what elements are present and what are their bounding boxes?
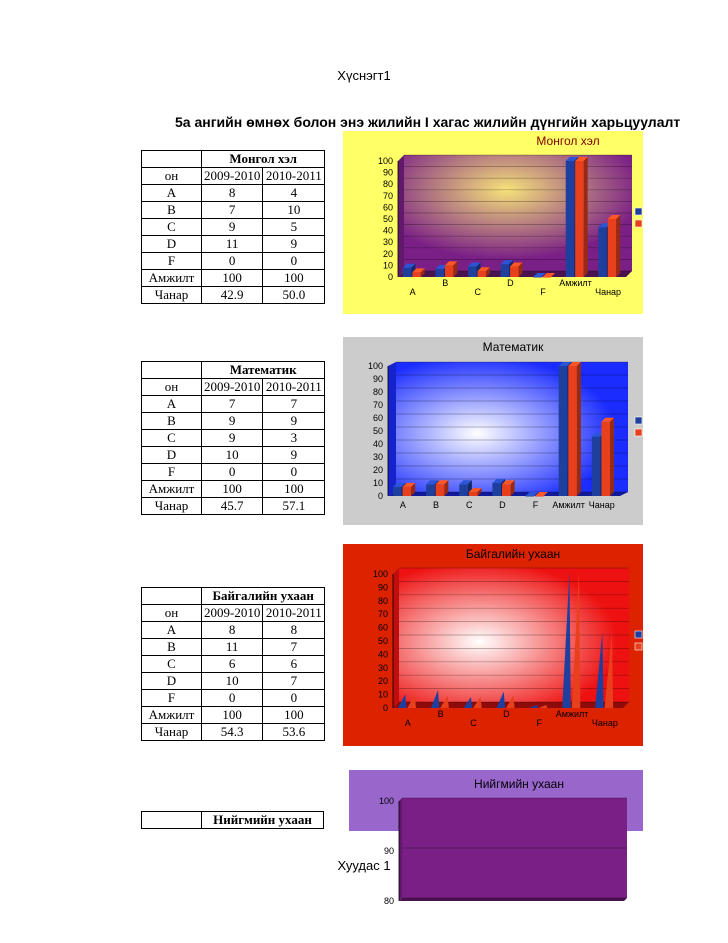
- bar: [608, 219, 616, 277]
- y-tick-label: 30: [377, 662, 388, 673]
- bar: [459, 484, 468, 496]
- bar: [575, 161, 583, 277]
- y-tick-label: 90: [383, 846, 394, 856]
- table-cell: 6: [263, 656, 325, 673]
- chart-title: Монгол хэл: [536, 134, 600, 148]
- x-tick-label: Чанар: [591, 718, 618, 728]
- table-cell: 11: [202, 639, 263, 656]
- table-cell: С: [142, 430, 202, 447]
- table-cell: 7: [202, 396, 263, 413]
- table-cell: 100: [202, 481, 263, 498]
- table-header-cell: 2010-2011: [263, 379, 325, 396]
- table-row: [142, 690, 325, 707]
- table-cell: 0: [202, 690, 263, 707]
- table-cell: 8: [263, 622, 325, 639]
- x-tick-label: D: [507, 278, 514, 288]
- table-cell: F: [142, 253, 202, 270]
- table-row: [142, 253, 325, 270]
- legend-key: [635, 208, 642, 215]
- table-cell: 7: [263, 639, 325, 656]
- x-tick-label: D: [499, 500, 506, 510]
- x-tick-label: F: [540, 287, 546, 297]
- table-cell: 100: [263, 707, 325, 724]
- page-header: Хүснэгт1: [337, 68, 391, 83]
- y-tick-label: 50: [372, 426, 383, 436]
- bar: [477, 271, 485, 277]
- y-tick-label: 70: [377, 609, 388, 620]
- x-tick-label: B: [437, 709, 444, 719]
- bar: [403, 487, 412, 496]
- legend-key: [635, 631, 642, 638]
- x-tick-label: A: [404, 718, 411, 728]
- bar: [601, 422, 610, 496]
- table-cell: 3: [263, 430, 325, 447]
- table-cell: 0: [263, 253, 325, 270]
- y-tick-label: 80: [382, 179, 393, 190]
- table-row: [142, 724, 325, 741]
- table-cell: 0: [202, 253, 263, 270]
- x-tick-label: C: [470, 718, 477, 728]
- y-tick-label: 90: [372, 374, 383, 384]
- table-cell: D: [142, 447, 202, 464]
- table-cell: Чанар: [142, 724, 202, 741]
- bar-side: [616, 215, 620, 277]
- bar: [559, 366, 568, 496]
- table-cell: 6: [202, 656, 263, 673]
- table-cell: F: [142, 464, 202, 481]
- table-cell: 7: [263, 673, 325, 690]
- y-tick-label: 60: [372, 413, 383, 423]
- table-cell: Чанар: [142, 287, 202, 304]
- y-tick-label: 10: [382, 260, 393, 271]
- table-row: [142, 656, 325, 673]
- plot-side-wall: [393, 568, 399, 708]
- table-cell: 100: [202, 270, 263, 287]
- table-row: [142, 185, 325, 202]
- x-tick-label: Амжилт: [552, 500, 585, 510]
- table-cell: 0: [263, 464, 325, 481]
- y-tick-label: 20: [372, 465, 383, 475]
- y-tick-label: 30: [382, 237, 393, 248]
- y-tick-label: 30: [372, 452, 383, 462]
- table-row: [142, 287, 325, 304]
- table-cell: 7: [263, 396, 325, 413]
- x-tick-label: B: [433, 500, 440, 510]
- y-tick-label: 50: [377, 636, 388, 646]
- y-tick-label: 80: [372, 387, 383, 397]
- table-header-row: [142, 379, 325, 396]
- y-tick-label: 70: [382, 190, 393, 201]
- table-cell: D: [142, 236, 202, 253]
- table-cell: 100: [263, 270, 325, 287]
- table-cell: 10: [202, 447, 263, 464]
- bar: [412, 272, 420, 277]
- table-header-cell: 2009-2010: [202, 168, 263, 185]
- bar: [543, 277, 551, 278]
- chart-mongol: [343, 131, 643, 314]
- table-row: [142, 396, 325, 413]
- x-tick-label: B: [442, 278, 449, 288]
- table-subject: Байгалийн ухаан: [202, 588, 325, 605]
- table-corner: [142, 362, 202, 379]
- table-cell: F: [142, 690, 202, 707]
- bar: [501, 264, 509, 277]
- table-cell: 7: [202, 202, 263, 219]
- table-cell: 54.3: [202, 724, 263, 741]
- table-corner: [142, 588, 202, 605]
- data-table-social: [141, 811, 324, 829]
- table-header-row: [142, 168, 325, 185]
- table-cell: 57.1: [263, 498, 325, 515]
- chart-science: [343, 544, 643, 746]
- table-cell: С: [142, 656, 202, 673]
- table-cell: 100: [263, 481, 325, 498]
- table-header-cell: 2009-2010: [202, 379, 263, 396]
- table-header-cell: 2009-2010: [202, 605, 263, 622]
- table-cell: Амжилт: [142, 481, 202, 498]
- table-cell: С: [142, 219, 202, 236]
- table-row: [142, 236, 325, 253]
- table-row: [142, 413, 325, 430]
- table-cell: D: [142, 673, 202, 690]
- y-tick-label: 10: [372, 478, 383, 488]
- y-tick-label: 50: [382, 214, 393, 224]
- legend-key: [635, 220, 642, 227]
- x-tick-label: C: [465, 500, 473, 510]
- table-header-cell: он: [142, 168, 202, 185]
- y-tick-label: 0: [387, 272, 393, 282]
- bar: [426, 484, 435, 496]
- x-tick-label: Чанар: [588, 500, 615, 510]
- x-tick-label: F: [532, 500, 539, 510]
- y-tick-label: 40: [377, 649, 388, 660]
- table-subject: Нийгмийн ухаан: [202, 812, 324, 829]
- bar: [435, 269, 443, 277]
- table-row: [142, 202, 325, 219]
- table-row: [142, 464, 325, 481]
- table-cell: 100: [202, 707, 263, 724]
- y-tick-label: 20: [377, 676, 388, 687]
- table-cell: 0: [263, 690, 325, 707]
- x-tick-label: Амжилт: [555, 709, 589, 719]
- table-row: [142, 430, 325, 447]
- table-header-cell: 2010-2011: [263, 605, 325, 622]
- y-tick-label: 40: [372, 439, 383, 449]
- y-tick-label: 100: [367, 361, 383, 371]
- bar: [568, 366, 577, 496]
- plot-side-wall: [398, 155, 404, 277]
- table-cell: 9: [263, 447, 325, 464]
- chart-math: [343, 337, 643, 525]
- chart-svg: [343, 337, 643, 525]
- page-title: 5а ангийн өмнөх болон энэ жилийн I хагас жилийн дүнгийн харьцуулалт: [175, 114, 681, 130]
- legend-key: [635, 429, 642, 436]
- bar: [598, 227, 606, 277]
- table-row: [142, 707, 325, 724]
- table-cell: 4: [263, 185, 325, 202]
- y-tick-label: 100: [378, 796, 394, 806]
- x-tick-label: F: [536, 718, 542, 728]
- table-cell: 9: [263, 413, 325, 430]
- table-cell: В: [142, 639, 202, 656]
- bar: [393, 487, 402, 496]
- bar: [492, 483, 501, 496]
- y-tick-label: 20: [382, 248, 393, 259]
- legend-key: [635, 643, 642, 650]
- table-cell: 5: [263, 219, 325, 236]
- x-tick-label: Амжилт: [559, 278, 592, 288]
- table-row: [142, 219, 325, 236]
- bar: [533, 277, 541, 278]
- x-tick-label: A: [399, 500, 406, 510]
- bar: [535, 496, 544, 497]
- y-tick-label: 90: [377, 582, 388, 593]
- table-header-cell: 2010-2011: [263, 168, 325, 185]
- table-cell: 10: [202, 673, 263, 690]
- y-tick-label: 10: [377, 689, 388, 700]
- plot-side-wall: [388, 362, 396, 496]
- table-row: [142, 447, 325, 464]
- table-row: [142, 270, 325, 287]
- y-tick-label: 80: [383, 896, 394, 906]
- y-tick-label: 60: [377, 622, 388, 633]
- table-header-cell: он: [142, 605, 202, 622]
- page-footer: Хуудас 1: [337, 858, 391, 873]
- y-tick-label: 70: [372, 400, 383, 410]
- legend-key: [635, 417, 642, 424]
- bar: [592, 437, 601, 496]
- table-cell: 8: [202, 185, 263, 202]
- table-header-cell: он: [142, 379, 202, 396]
- x-tick-label: C: [474, 287, 482, 297]
- table-cell: 9: [263, 236, 325, 253]
- y-tick-label: 100: [377, 156, 393, 166]
- data-table-math: [141, 361, 325, 515]
- table-row: [142, 622, 325, 639]
- bar: [510, 267, 518, 277]
- bar: [403, 268, 411, 277]
- table-cell: 9: [202, 430, 263, 447]
- table-cell: А: [142, 622, 202, 639]
- chart-title: Математик: [482, 340, 544, 354]
- y-tick-label: 100: [372, 569, 388, 579]
- plot-floor: [399, 898, 627, 901]
- table-cell: 8: [202, 622, 263, 639]
- bar: [469, 492, 478, 496]
- table-cell: 0: [202, 464, 263, 481]
- bar: [526, 496, 535, 497]
- table-row: [142, 673, 325, 690]
- table-cell: 50.0: [263, 287, 325, 304]
- plot-side-wall: [399, 798, 402, 901]
- table-cell: В: [142, 413, 202, 430]
- x-tick-label: A: [409, 287, 416, 297]
- bar: [445, 265, 453, 277]
- y-tick-label: 60: [382, 202, 393, 213]
- y-tick-label: 40: [382, 225, 393, 236]
- table-header-row: [142, 605, 325, 622]
- bar: [502, 484, 511, 496]
- y-tick-label: 0: [382, 703, 388, 713]
- table-cell: А: [142, 185, 202, 202]
- chart-svg: [343, 544, 643, 746]
- table-corner: [142, 812, 202, 829]
- bar: [468, 267, 476, 277]
- table-cell: Амжилт: [142, 270, 202, 287]
- table-subject: Монгол хэл: [202, 151, 325, 168]
- table-cell: 45.7: [202, 498, 263, 515]
- chart-title: Байгалийн ухаан: [465, 547, 561, 561]
- bar-side: [577, 362, 581, 496]
- data-table-science: [141, 587, 325, 741]
- table-cell: 10: [263, 202, 325, 219]
- table-row: [142, 639, 325, 656]
- table-corner: [142, 151, 202, 168]
- y-tick-label: 0: [377, 491, 383, 501]
- table-row: [142, 481, 325, 498]
- bar: [566, 161, 574, 277]
- table-cell: 42.9: [202, 287, 263, 304]
- bar-side: [610, 418, 614, 496]
- chart-title: Нийгмийн ухаан: [474, 777, 564, 791]
- table-subject: Математик: [202, 362, 325, 379]
- x-tick-label: Чанар: [595, 287, 622, 297]
- table-cell: 9: [202, 413, 263, 430]
- y-tick-label: 90: [382, 167, 393, 178]
- table-cell: Чанар: [142, 498, 202, 515]
- chart-svg: [343, 131, 643, 314]
- bar: [436, 484, 445, 496]
- table-cell: А: [142, 396, 202, 413]
- y-tick-label: 80: [377, 595, 388, 606]
- table-cell: Амжилт: [142, 707, 202, 724]
- table-cell: 53.6: [263, 724, 325, 741]
- table-row: [142, 498, 325, 515]
- x-tick-label: D: [503, 709, 510, 719]
- bar-side: [584, 157, 588, 277]
- table-cell: В: [142, 202, 202, 219]
- table-cell: 9: [202, 219, 263, 236]
- table-cell: 11: [202, 236, 263, 253]
- data-table-mongol: [141, 150, 325, 304]
